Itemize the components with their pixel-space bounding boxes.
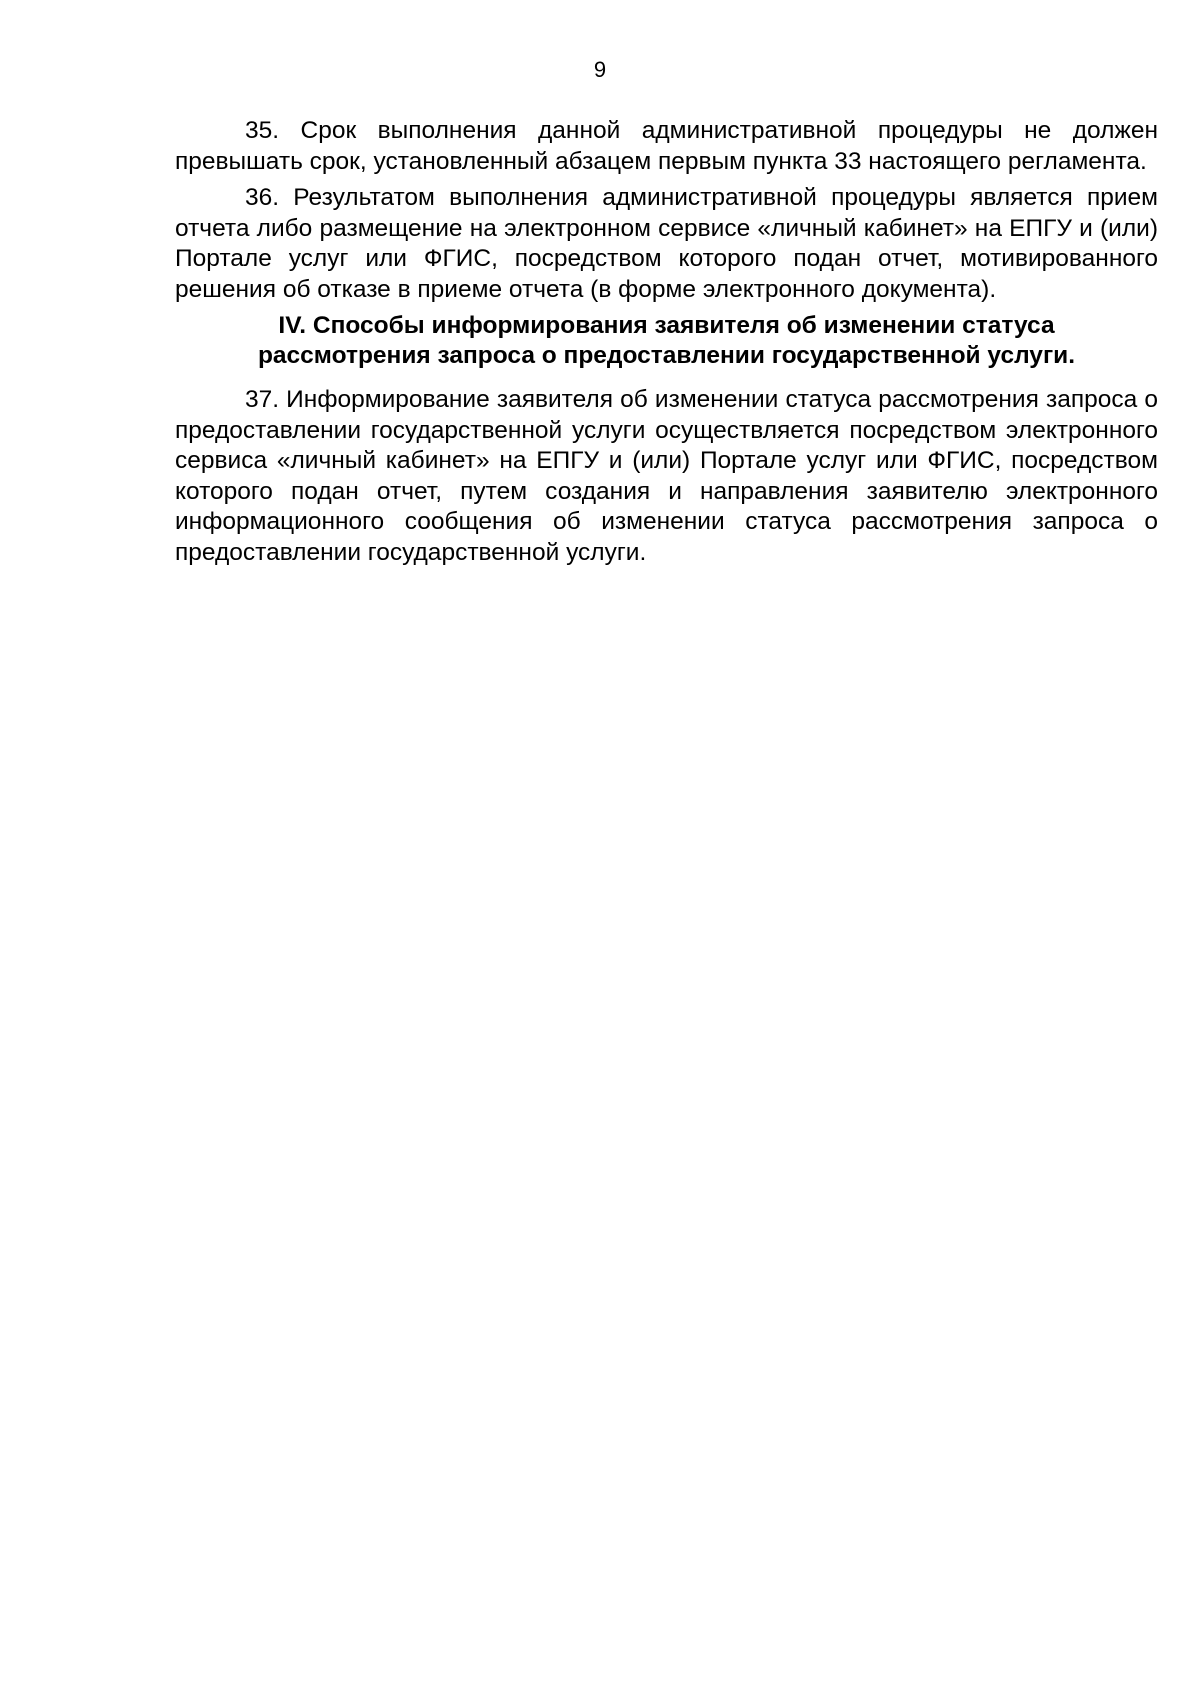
- page-number: 9: [593, 57, 607, 82]
- section-heading-line-2: рассмотрения запроса о предоставлении государственной услуги.: [257, 342, 1076, 369]
- paragraph-35: 35. Срок выполнения данной административной процедуры не должен превышать срок, установленный абзацем первым пункта 33 настоящего регламента.: [175, 117, 1158, 175]
- section-heading: [175, 311, 1158, 371]
- section-heading-line-1: IV. Способы информирования заявителя об изменении статуса: [278, 312, 1055, 339]
- paragraph-36: 36. Результатом выполнения административной процедуры является прием отчета либо размещение на электронном сервисе «личный кабинет» на ЕПГУ и (или) Портале услуг или ФГИС, посредством которого подан отчет, мотивированного решения об отказе в приеме отчета (в форме электронного документа).: [175, 184, 1158, 303]
- document-body: [175, 116, 1158, 574]
- paragraph-37: 37. Информирование заявителя об изменении статуса рассмотрения запроса о предоставлении государственной услуги осуществляется посредством электронного сервиса «личный кабинет» на ЕПГУ и (или) Портале услуг или ФГИС, посредством которого подан отчет, путем создания и направления заявителю электронного информационного сообщения об изменении статуса рассмотрения запроса о предоставлении государственной услуги.: [175, 386, 1158, 566]
